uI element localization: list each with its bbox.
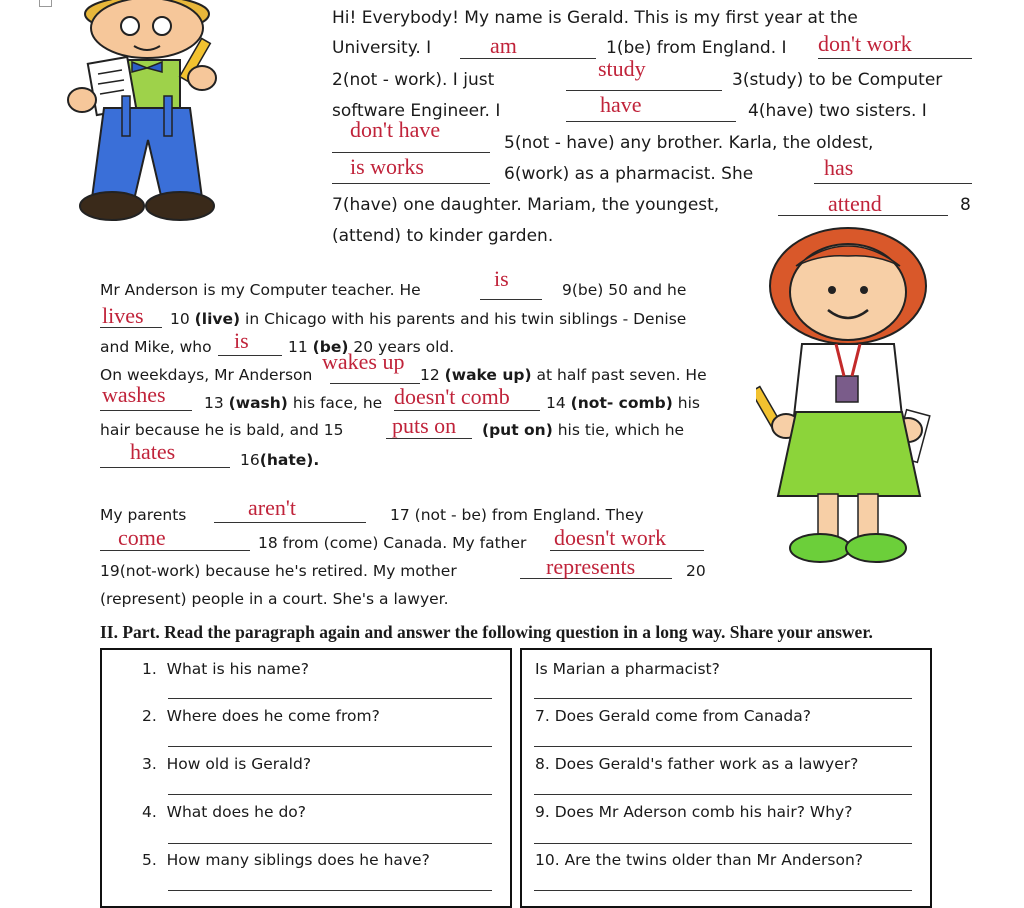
- question-1: [142, 660, 309, 678]
- p2-line-2: [170, 310, 686, 328]
- p3-line-1a: My parents: [100, 506, 187, 524]
- p2-verb-15: (put on): [482, 421, 553, 439]
- answer-5: don't have: [350, 117, 441, 142]
- answer-line-10: [534, 890, 912, 891]
- p2-num-16: 16: [240, 451, 260, 469]
- question-7: 7. Does Gerald come from Canada?: [535, 707, 811, 725]
- blank-16: [100, 467, 230, 468]
- blank-6: [332, 183, 490, 184]
- p1-line-7a: 7(have) one daughter. Mariam, the youngest,: [332, 195, 720, 215]
- answer-9: is: [494, 266, 509, 291]
- p2-line-4-rest: at half past seven. He: [536, 366, 707, 384]
- answer-line-4: [168, 843, 492, 844]
- answer-15: puts on: [392, 413, 457, 438]
- p2-line-1a: Mr Anderson is my Computer teacher. He: [100, 281, 421, 299]
- p2-line-5-rest: his: [677, 394, 701, 412]
- answer-10: lives: [102, 303, 144, 328]
- p1-line-1: Hi! Everybody! My name is Gerald. This is my first year at the: [332, 8, 858, 28]
- question-2-text: Where does he come from?: [166, 707, 380, 725]
- p3-line-4: (represent) people in a court. She's a lawyer.: [100, 590, 449, 608]
- p2-num-11: 11: [288, 338, 308, 356]
- boy-glasses-right: [153, 17, 171, 35]
- question-5: [142, 851, 430, 869]
- question-3-number: 3.: [142, 755, 157, 773]
- p2-period-16: .: [313, 451, 320, 469]
- answer-7: has: [824, 155, 854, 180]
- answer-12: wakes up: [322, 349, 405, 374]
- blank-1: [460, 58, 596, 59]
- question-1-number: 1.: [142, 660, 157, 678]
- blank-4: [566, 121, 736, 122]
- p2-line-1b: 9(be) 50 and he: [562, 281, 687, 299]
- blank-2: [818, 58, 972, 59]
- question-10: 10. Are the twins older than Mr Anderson?: [535, 851, 863, 869]
- p2-line-5b: [546, 394, 700, 412]
- question-1-text: What is his name?: [166, 660, 309, 678]
- p2-num-12: 12: [420, 366, 440, 384]
- question-2-number: 2.: [142, 707, 157, 725]
- p3-line-2a: 18 from (come) Canada. My father: [258, 534, 527, 552]
- p2-line-5-mid: his face, he: [292, 394, 383, 412]
- question-8: 8. Does Gerald's father work as a lawyer?: [535, 755, 859, 773]
- p2-num-14: 14: [546, 394, 566, 412]
- p1-line-3a: 2(not - work). I just: [332, 70, 495, 90]
- p3-line-3a: 19(not-work) because he's retired. My mother: [100, 562, 457, 580]
- question-2: [142, 707, 380, 725]
- part-2-instruction: II. Part. Read the paragraph again and answer the following question in a long way. Share your answer.: [100, 622, 873, 642]
- answer-6: is works: [350, 154, 424, 179]
- girl-shoe-left: [790, 534, 850, 562]
- p2-line-6b: [482, 421, 684, 439]
- blank-7: [814, 183, 972, 184]
- p2-line-2-rest: in Chicago with his parents and his twin siblings - Denise: [245, 310, 687, 328]
- boy-shoe-right: [146, 192, 214, 220]
- question-9: 9. Does Mr Aderson comb his hair? Why?: [535, 803, 853, 821]
- p3-line-1b: 17 (not - be) from England. They: [390, 506, 644, 524]
- boy-shoe-left: [80, 192, 144, 220]
- blank-14: [394, 410, 540, 411]
- answer-16: hates: [130, 439, 176, 464]
- p1-line-6b: 6(work) as a pharmacist. She: [504, 164, 754, 184]
- blank-9: [480, 299, 542, 300]
- answer-4: have: [600, 92, 642, 117]
- answer-20: represents: [546, 554, 636, 579]
- p1-line-7b: 8: [960, 195, 971, 215]
- page-corner-mark: [39, 0, 52, 7]
- answer-1: am: [490, 33, 517, 58]
- question-4-number: 4.: [142, 803, 157, 821]
- p2-verb-16: (hate): [259, 451, 314, 469]
- blank-19: [550, 550, 704, 551]
- question-3: [142, 755, 311, 773]
- question-6: Is Marian a pharmacist?: [535, 660, 720, 678]
- question-4: [142, 803, 306, 821]
- question-5-number: 5.: [142, 851, 157, 869]
- p2-num-13: 13: [204, 394, 224, 412]
- p1-line-2b: 1(be) from England. I: [606, 38, 787, 58]
- p1-line-4b: 4(have) two sisters. I: [748, 101, 927, 121]
- p3-line-3b: 20: [686, 562, 706, 580]
- p2-verb-13: (wash): [228, 394, 288, 412]
- p2-line-6a: hair because he is bald, and 15: [100, 421, 344, 439]
- p2-line-7: [240, 451, 319, 469]
- p2-verb-12: (wake up): [444, 366, 532, 384]
- girl-shoe-right: [846, 534, 906, 562]
- boy-glasses-left: [121, 17, 139, 35]
- blank-3: [566, 90, 722, 91]
- answer-14: doesn't comb: [394, 384, 510, 409]
- p2-line-4b: [420, 366, 707, 384]
- answer-line-9: [534, 843, 912, 844]
- girl-illustration: [756, 226, 932, 576]
- boy-illustration: [62, 0, 232, 230]
- p2-verb-10: (live): [194, 310, 241, 328]
- answer-18: come: [118, 525, 166, 550]
- p1-line-3b: 3(study) to be Computer: [732, 70, 943, 90]
- answer-17: aren't: [248, 495, 296, 520]
- answer-11: is: [234, 328, 249, 353]
- answer-line-2: [168, 746, 492, 747]
- p1-line-2a: University. I: [332, 38, 432, 58]
- answer-line-6: [534, 698, 912, 699]
- answer-2: don't work: [818, 31, 912, 56]
- blank-13: [100, 410, 192, 411]
- blank-18: [100, 550, 250, 551]
- p2-line-5a: [204, 394, 382, 412]
- answer-line-1: [168, 698, 492, 699]
- blank-15: [386, 438, 472, 439]
- answer-line-8: [534, 794, 912, 795]
- p2-verb-14: (not- comb): [570, 394, 673, 412]
- answer-3: study: [598, 56, 646, 81]
- p2-line-4a: On weekdays, Mr Anderson: [100, 366, 313, 384]
- girl-skirt: [778, 412, 920, 496]
- answer-8: attend: [828, 191, 882, 216]
- answer-line-3: [168, 794, 492, 795]
- blank-17: [214, 522, 366, 523]
- blank-11: [218, 355, 282, 356]
- p2-num-10: 10: [170, 310, 190, 328]
- girl-lanyard-badge: [836, 376, 858, 402]
- question-5-text: How many siblings does he have?: [166, 851, 430, 869]
- question-4-text: What does he do?: [166, 803, 307, 821]
- p1-line-8: (attend) to kinder garden.: [332, 226, 554, 246]
- answer-line-5: [168, 890, 492, 891]
- question-3-text: How old is Gerald?: [166, 755, 312, 773]
- boy-pants: [92, 108, 202, 200]
- p1-line-4a: software Engineer. I: [332, 101, 501, 121]
- p1-line-5b: 5(not - have) any brother. Karla, the oldest,: [504, 133, 874, 153]
- p2-verb-11: (be): [312, 338, 349, 356]
- questions-box-left: [100, 648, 512, 908]
- p2-line-3a: and Mike, who: [100, 338, 212, 356]
- p2-line-6-rest: his tie, which he: [557, 421, 685, 439]
- answer-13: washes: [102, 382, 166, 407]
- blank-5: [332, 152, 490, 153]
- p2-line-3-rest: 20 years old.: [353, 338, 455, 356]
- questions-box-right: [520, 648, 932, 908]
- answer-19: doesn't work: [554, 525, 667, 550]
- answer-line-7: [534, 746, 912, 747]
